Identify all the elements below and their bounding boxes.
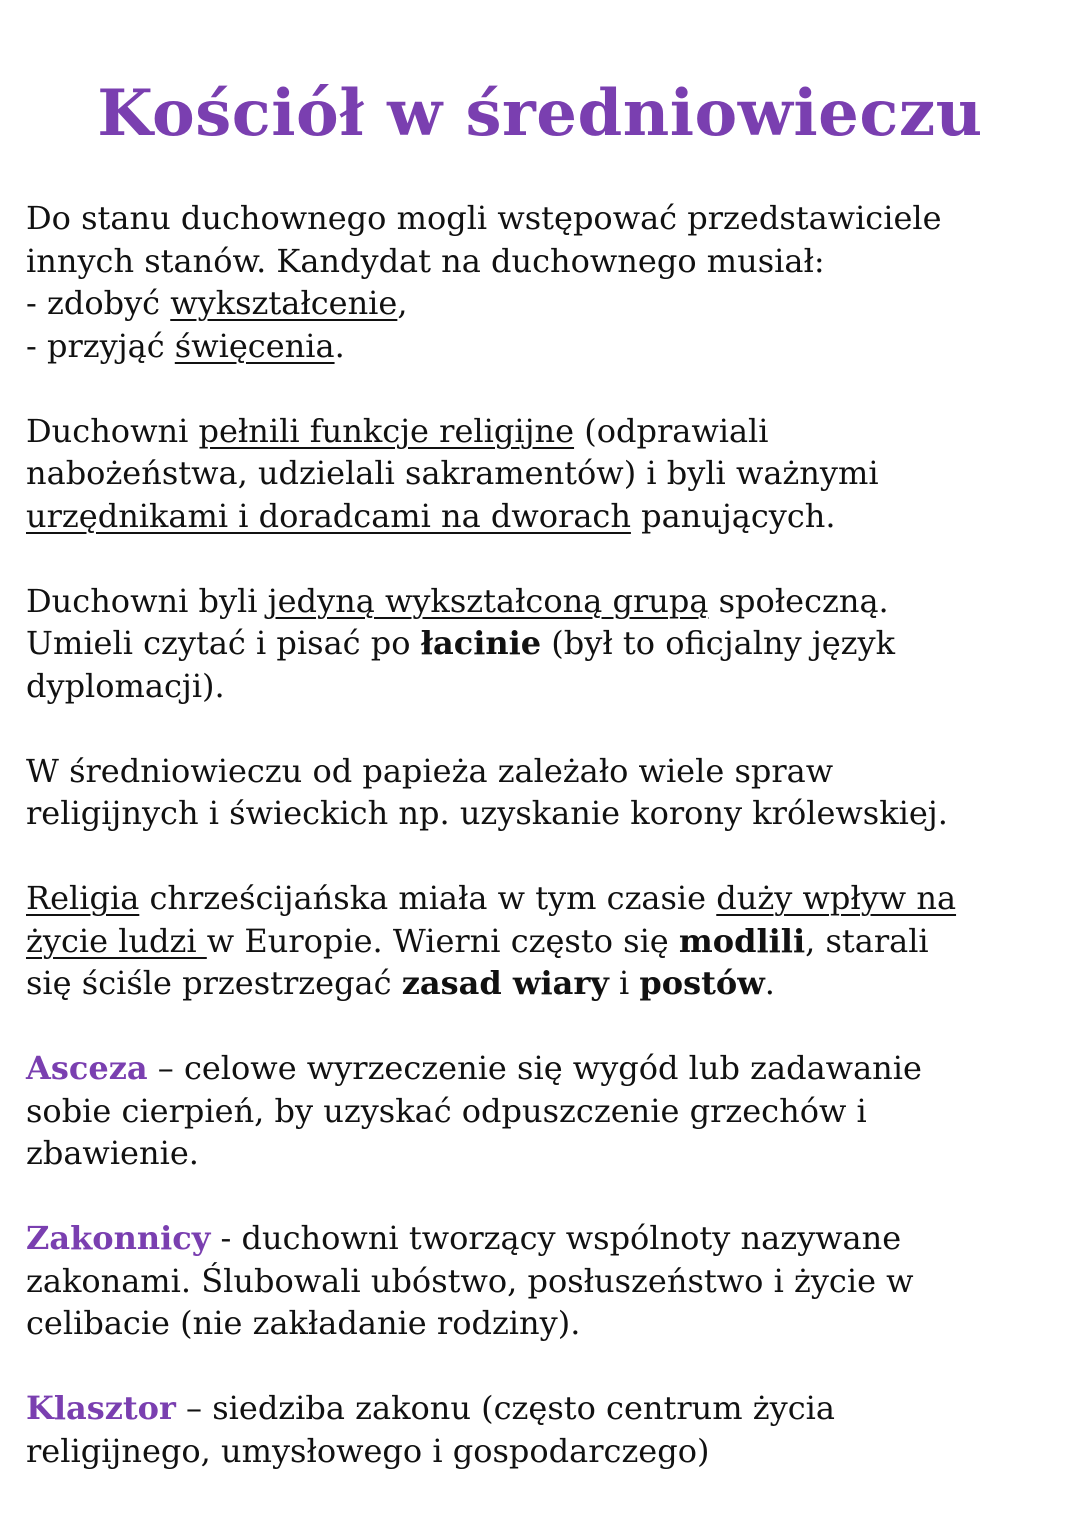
paragraph-clergy-functions xyxy=(26,410,1066,538)
underlined-term: Religia xyxy=(26,879,140,917)
text-span: (odprawiali xyxy=(574,411,769,450)
definition-term: Asceza xyxy=(26,1049,148,1087)
text-line: religijnego, umysłowego i gospodarczego) xyxy=(26,1431,710,1470)
paragraph-religion xyxy=(26,877,1066,1005)
underlined-term: wykształcenie xyxy=(170,284,398,322)
underlined-term: pełnili funkcje religijne xyxy=(198,411,575,450)
text-span: panujących. xyxy=(630,496,836,535)
bold-term: postów xyxy=(639,964,765,1002)
text-line xyxy=(26,1217,1066,1260)
paragraph-pope xyxy=(26,750,1066,835)
text-line: religijnych i świeckich np. uzyskanie korony królewskiej. xyxy=(26,794,948,832)
text-line xyxy=(26,282,1066,325)
definition-term: Zakonnicy xyxy=(26,1219,211,1257)
text-line xyxy=(26,1047,1066,1090)
page-title: Kościół w średniowieczu xyxy=(97,76,983,151)
text-line xyxy=(26,962,1066,1005)
bold-term: łacinie xyxy=(420,624,542,662)
text-span: Duchowni byli xyxy=(26,581,268,620)
text-span: się ściśle przestrzegać xyxy=(26,964,402,1002)
text-span: i xyxy=(608,964,640,1002)
paragraph-clergy-education xyxy=(26,580,1066,708)
bold-term: modlili xyxy=(678,921,806,960)
underlined-term: duży wpływ na xyxy=(716,879,957,917)
text-line xyxy=(26,580,1066,623)
text-span: chrześcijańska miała w tym czasie xyxy=(139,879,717,917)
text-line: celibacie (nie zakładanie rodziny). xyxy=(26,1304,581,1342)
definition-klasztor xyxy=(26,1387,1066,1472)
text-line xyxy=(26,495,1066,538)
text-line: zakonami. Ślubowali ubóstwo, posłuszeństwo i życie w xyxy=(26,1261,914,1300)
text-line: W średniowieczu od papieża zależało wiele spraw xyxy=(26,751,834,790)
text-line xyxy=(26,410,1066,453)
text-line xyxy=(26,920,1066,963)
text-line: sobie cierpień, by uzyskać odpuszczenie grzechów i xyxy=(26,1091,867,1130)
text-line: innych stanów. Kandydat na duchownego musiał: xyxy=(26,241,825,280)
underlined-term: jedyną wykształconą grupą xyxy=(267,581,709,620)
text-span: (był to oficjalny język xyxy=(541,624,895,662)
definition-text: – celowe wyrzeczenie się wygód lub zadawanie xyxy=(147,1049,922,1087)
text-span: Duchowni xyxy=(26,411,199,450)
text-span: - zdobyć xyxy=(26,284,171,322)
text-span: Umieli czytać i pisać po xyxy=(26,624,421,662)
text-line: zbawienie. xyxy=(26,1134,199,1172)
note-content xyxy=(26,197,1066,1472)
definition-zakonnicy xyxy=(26,1217,1066,1345)
definition-term: Klasztor xyxy=(26,1389,176,1427)
text-span: w Europie. Wierni często się xyxy=(206,921,679,960)
underlined-term: urzędnikami i doradcami na dworach xyxy=(26,496,631,535)
definition-text: - duchowni tworzący wspólnoty nazywane xyxy=(210,1219,902,1257)
text-line: dyplomacji). xyxy=(26,666,225,705)
text-line: nabożeństwa, udzielali sakramentów) i byli ważnymi xyxy=(26,454,879,492)
bold-term: zasad wiary xyxy=(401,964,609,1002)
text-line xyxy=(26,877,1066,920)
underlined-term: święcenia xyxy=(174,326,335,365)
text-span: . xyxy=(764,964,775,1002)
underlined-term: życie ludzi xyxy=(26,921,207,960)
text-span: - przyjąć xyxy=(26,326,175,365)
text-span: , xyxy=(397,284,408,322)
text-span: społeczną. xyxy=(708,581,889,620)
text-line xyxy=(26,325,1066,368)
text-line xyxy=(26,622,1066,665)
text-span: . xyxy=(334,326,345,365)
definition-asceza xyxy=(26,1047,1066,1175)
text-line: Do stanu duchownego mogli wstępować przedstawiciele xyxy=(26,199,942,237)
definition-text: – siedziba zakonu (często centrum życia xyxy=(175,1389,835,1427)
paragraph-clergy-entry xyxy=(26,197,1066,367)
text-span: , starali xyxy=(805,921,929,960)
text-line xyxy=(26,1387,1066,1430)
